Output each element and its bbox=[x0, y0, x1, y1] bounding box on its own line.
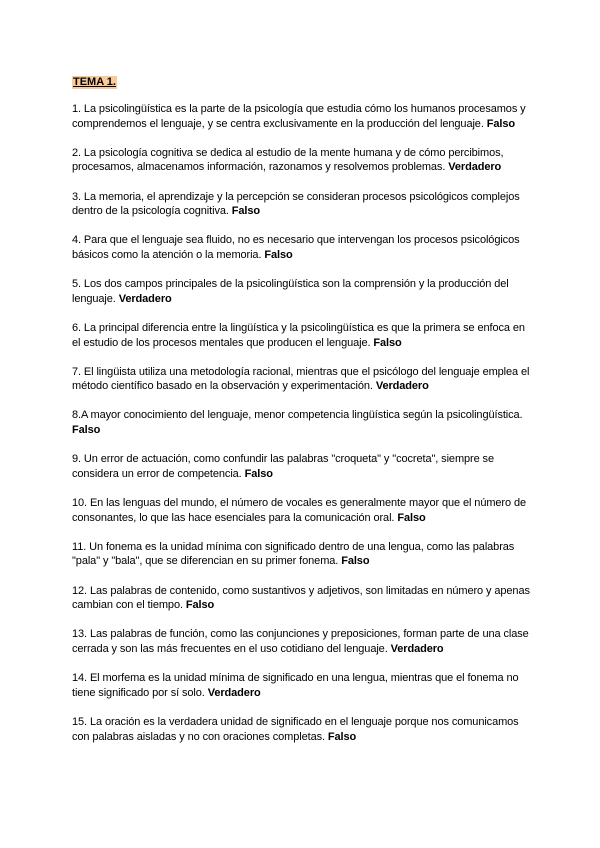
question-answer: Falso bbox=[231, 205, 261, 218]
question-text: 12. Las palabras de contenido, como sustantivos y adjetivos, son limitadas en número y apenas cambian con el tiempo. bbox=[72, 584, 530, 612]
question-answer: Falso bbox=[327, 730, 357, 743]
question-text: 6. La principal diferencia entre la lingüística y la psicolingüística es que la primera se enfoca en el estudio de los procesos mentales que producen el lenguaje. bbox=[72, 321, 525, 349]
question-item bbox=[72, 627, 532, 656]
question-answer: Verdadero bbox=[207, 686, 261, 699]
question-answer: Falso bbox=[341, 555, 370, 568]
question-item bbox=[72, 408, 532, 437]
question-answer: Falso bbox=[373, 336, 402, 349]
question-item bbox=[72, 452, 532, 481]
question-text: 5. Los dos campos principales de la psicolingüística son la comprensión y la producción del lenguaje. bbox=[72, 278, 509, 305]
question-answer: Verdadero bbox=[390, 642, 444, 655]
question-text: 1. La psicolingüística es la parte de la psicología que estudia cómo los humanos procesamos y comprendemos el lenguaje, y se centra exclusivamente en la producción del lenguaje. bbox=[72, 103, 526, 130]
question-answer: Falso bbox=[185, 599, 215, 612]
question-item bbox=[72, 540, 532, 569]
question-text: 7. El lingüista utiliza una metodología racional, mientras que el psicólogo del lenguaje emplea el método científico basado en la observación y experimentación. bbox=[72, 365, 530, 393]
question-text: 3. La memoria, el aprendizaje y la percepción se consideran procesos psicológicos complejos dentro de la psicología cognitiva. bbox=[72, 190, 520, 218]
question-item bbox=[72, 671, 532, 700]
question-item bbox=[72, 102, 532, 131]
question-text: 11. Un fonema es la unidad mínima con significado dentro de una lengua, como las palabras "pala" y "bala", que se diferencian en su primer fonema. bbox=[72, 540, 515, 568]
question-text: 9. Un error de actuación, como confundir las palabras "croqueta" y "cocreta", siempre se considera un error de competencia. bbox=[72, 453, 494, 480]
section-heading: TEMA 1. bbox=[73, 76, 116, 88]
question-answer: Falso bbox=[397, 511, 426, 524]
question-text: 2. La psicología cognitiva se dedica al estudio de la mente humana y de cómo percibimos, procesamos, almacenamos información, razonamos y resolvemos problemas. bbox=[72, 146, 504, 174]
question-answer: Verdadero bbox=[118, 292, 172, 305]
question-item bbox=[72, 146, 532, 175]
question-text: 4. Para que el lenguaje sea fluido, no es necesario que intervengan los procesos psicológicos básicos como la atención o la memoria. bbox=[72, 234, 520, 261]
question-answer: Verdadero bbox=[375, 380, 429, 393]
question-item bbox=[72, 277, 532, 306]
document-page bbox=[72, 72, 532, 759]
question-item bbox=[72, 321, 532, 350]
question-list bbox=[72, 102, 532, 744]
question-text: 8.A mayor conocimiento del lenguaje, menor competencia lingüística según la psicolingüística. bbox=[72, 409, 523, 422]
question-item bbox=[72, 365, 532, 394]
question-item bbox=[72, 584, 532, 613]
question-answer: Falso bbox=[486, 117, 515, 130]
question-answer: Falso bbox=[72, 424, 101, 437]
question-item bbox=[72, 233, 532, 262]
question-item bbox=[72, 496, 532, 525]
question-text: 10. En las lenguas del mundo, el número de vocales es generalmente mayor que el número de consonantes, lo que las hace esenciales para la comunicación oral. bbox=[72, 497, 526, 524]
question-answer: Verdadero bbox=[448, 161, 502, 174]
question-item bbox=[72, 190, 532, 219]
question-text: 13. Las palabras de función, como las conjunciones y preposiciones, forman parte de una clase cerrada y son las más frecuentes en el uso cotidiano del lenguaje. bbox=[72, 628, 529, 655]
question-text: 14. El morfema es la unidad mínima de significado en una lengua, mientras que el fonema no tiene significado por sí solo. bbox=[72, 672, 519, 699]
question-answer: Falso bbox=[264, 248, 293, 261]
question-item bbox=[72, 715, 532, 744]
question-text: 15. La oración es la verdadera unidad de significado en el lenguaje porque nos comunicamos con palabras aisladas y no con oraciones completas. bbox=[72, 715, 519, 743]
question-answer: Falso bbox=[244, 467, 273, 480]
